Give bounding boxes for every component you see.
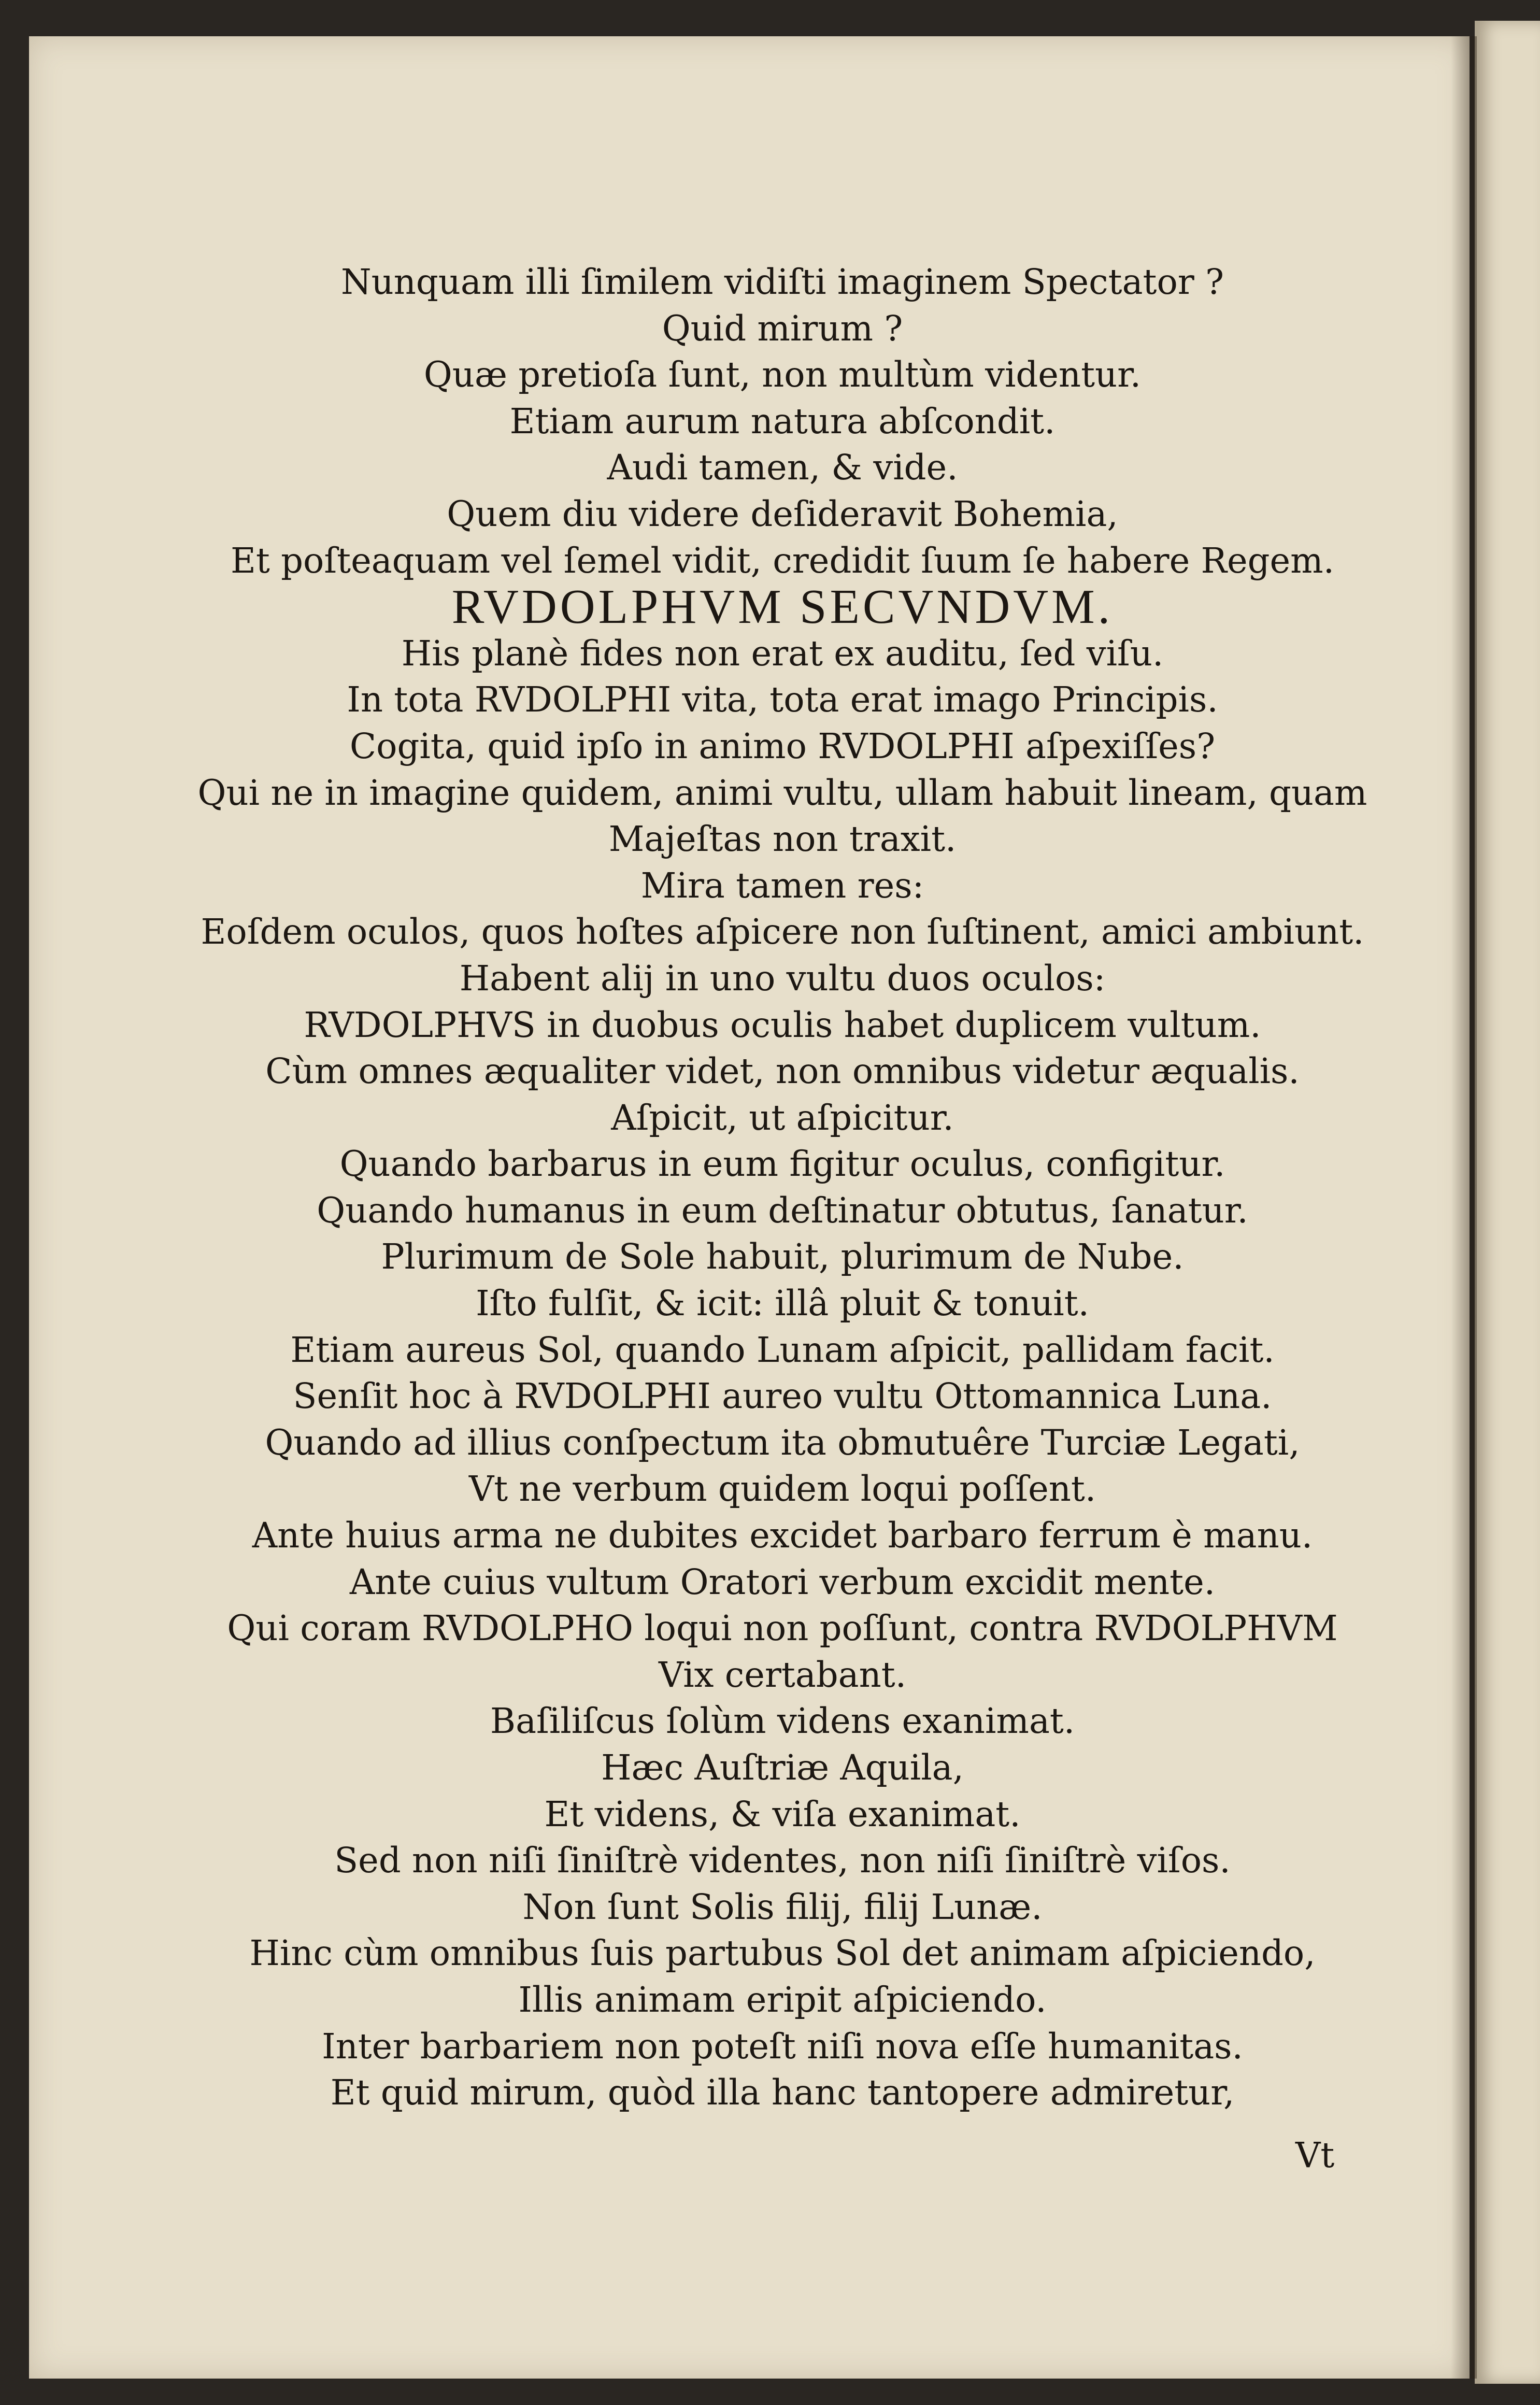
text-line: Qui coram RVDOLPHO loqui non poſſunt, contra RVDOLPHVM xyxy=(227,1608,1338,1649)
text-line: Ante cuius vultum Oratori verbum excidit mente. xyxy=(349,1561,1216,1602)
text-line: Baſiliſcus ſolùm videns exanimat. xyxy=(490,1701,1075,1742)
text-line: Aſpicit, ut aſpicitur. xyxy=(611,1097,954,1138)
text-line: Et poſteaquam vel ſemel vidit, credidit ſuum ſe habere Regem. xyxy=(231,540,1334,581)
catchword: Vt xyxy=(1295,2135,1335,2175)
gutter-shadow xyxy=(1451,36,1477,2379)
text-line: Illis animam eripit aſpiciendo. xyxy=(518,1979,1047,2020)
text-line: Majeſtas non traxit. xyxy=(608,819,957,860)
adjacent-page-edge xyxy=(1475,21,1540,2384)
text-line: Et videns, & viſa exanimat. xyxy=(544,1794,1021,1834)
text-line: Habent alij in uno vultu duos oculos: xyxy=(459,958,1106,999)
text-line: His planè fides non erat ex auditu, ſed viſu. xyxy=(401,633,1164,674)
text-line: Quando ad illius conſpectum ita obmutuêre Turciæ Legati, xyxy=(265,1422,1300,1463)
text-line: Audi tamen, & vide. xyxy=(607,447,958,488)
text-line: Mira tamen res: xyxy=(640,865,924,906)
text-line: Plurimum de Sole habuit, plurimum de Nube. xyxy=(381,1236,1184,1277)
text-line: Vt ne verbum quidem loqui poſſent. xyxy=(468,1469,1096,1510)
text-line: Cogita, quid ipſo in animo RVDOLPHI aſpexiſſes? xyxy=(349,725,1216,766)
text-line: In tota RVDOLPHI vita, tota erat imago Principis. xyxy=(347,679,1218,720)
text-line: Etiam aureus Sol, quando Lunam aſpicit, pallidam facit. xyxy=(290,1329,1275,1370)
heading-line: RVDOLPHVM SECVNDVM. xyxy=(451,580,1114,634)
text-line: Qui ne in imagine quidem, animi vultu, ullam habuit lineam, quam xyxy=(197,772,1367,813)
text-line: Ante huius arma ne dubites excidet barbaro ferrum è manu. xyxy=(252,1515,1313,1556)
text-line: Quem diu videre deſideravit Bohemia, xyxy=(447,493,1118,534)
text-line: Hinc cùm omnibus ſuis partubus Sol det animam aſpiciendo, xyxy=(249,1933,1316,1974)
text-line: Iſto fulſit, & icit: illâ pluit & tonuit. xyxy=(476,1283,1089,1324)
text-line: Inter barbariem non poteſt niſi nova eſſe humanitas. xyxy=(322,2026,1243,2067)
text-line: Senſit hoc à RVDOLPHI aureo vultu Ottomannica Luna. xyxy=(293,1376,1272,1417)
text-line: Quando barbarus in eum figitur oculus, configitur. xyxy=(339,1144,1225,1185)
text-line: Cùm omnes æqualiter videt, non omnibus videtur æqualis. xyxy=(265,1051,1300,1092)
text-line: Quando humanus in eum deſtinatur obtutus, ſanatur. xyxy=(317,1190,1248,1231)
text-line: Quæ pretioſa ſunt, non multùm videntur. xyxy=(423,354,1142,395)
text-line: Et quid mirum, quòd illa hanc tantopere admiretur, xyxy=(330,2072,1235,2113)
text-line: Eoſdem oculos, quos hoſtes aſpicere non ſuſtinent, amici ambiunt. xyxy=(201,912,1364,952)
text-line: Hæc Auſtriæ Aquila, xyxy=(601,1747,964,1788)
text-line: RVDOLPHVS in duobus oculis habet duplicem vultum. xyxy=(304,1004,1261,1045)
text-line: Quid mirum ? xyxy=(662,308,903,349)
text-line: Etiam aurum natura abſcondit. xyxy=(509,401,1056,442)
text-line: Non ſunt Solis filij, filij Lunæ. xyxy=(522,1886,1043,1927)
poem-text-block xyxy=(187,259,1378,2116)
text-line: Vix certabant. xyxy=(659,1654,906,1695)
text-line: Sed non niſi ſiniſtrè videntes, non niſi ſiniſtrè viſos. xyxy=(334,1840,1231,1881)
text-line: Nunquam illi ſimilem vidiſti imaginem Spectator ? xyxy=(340,262,1224,302)
